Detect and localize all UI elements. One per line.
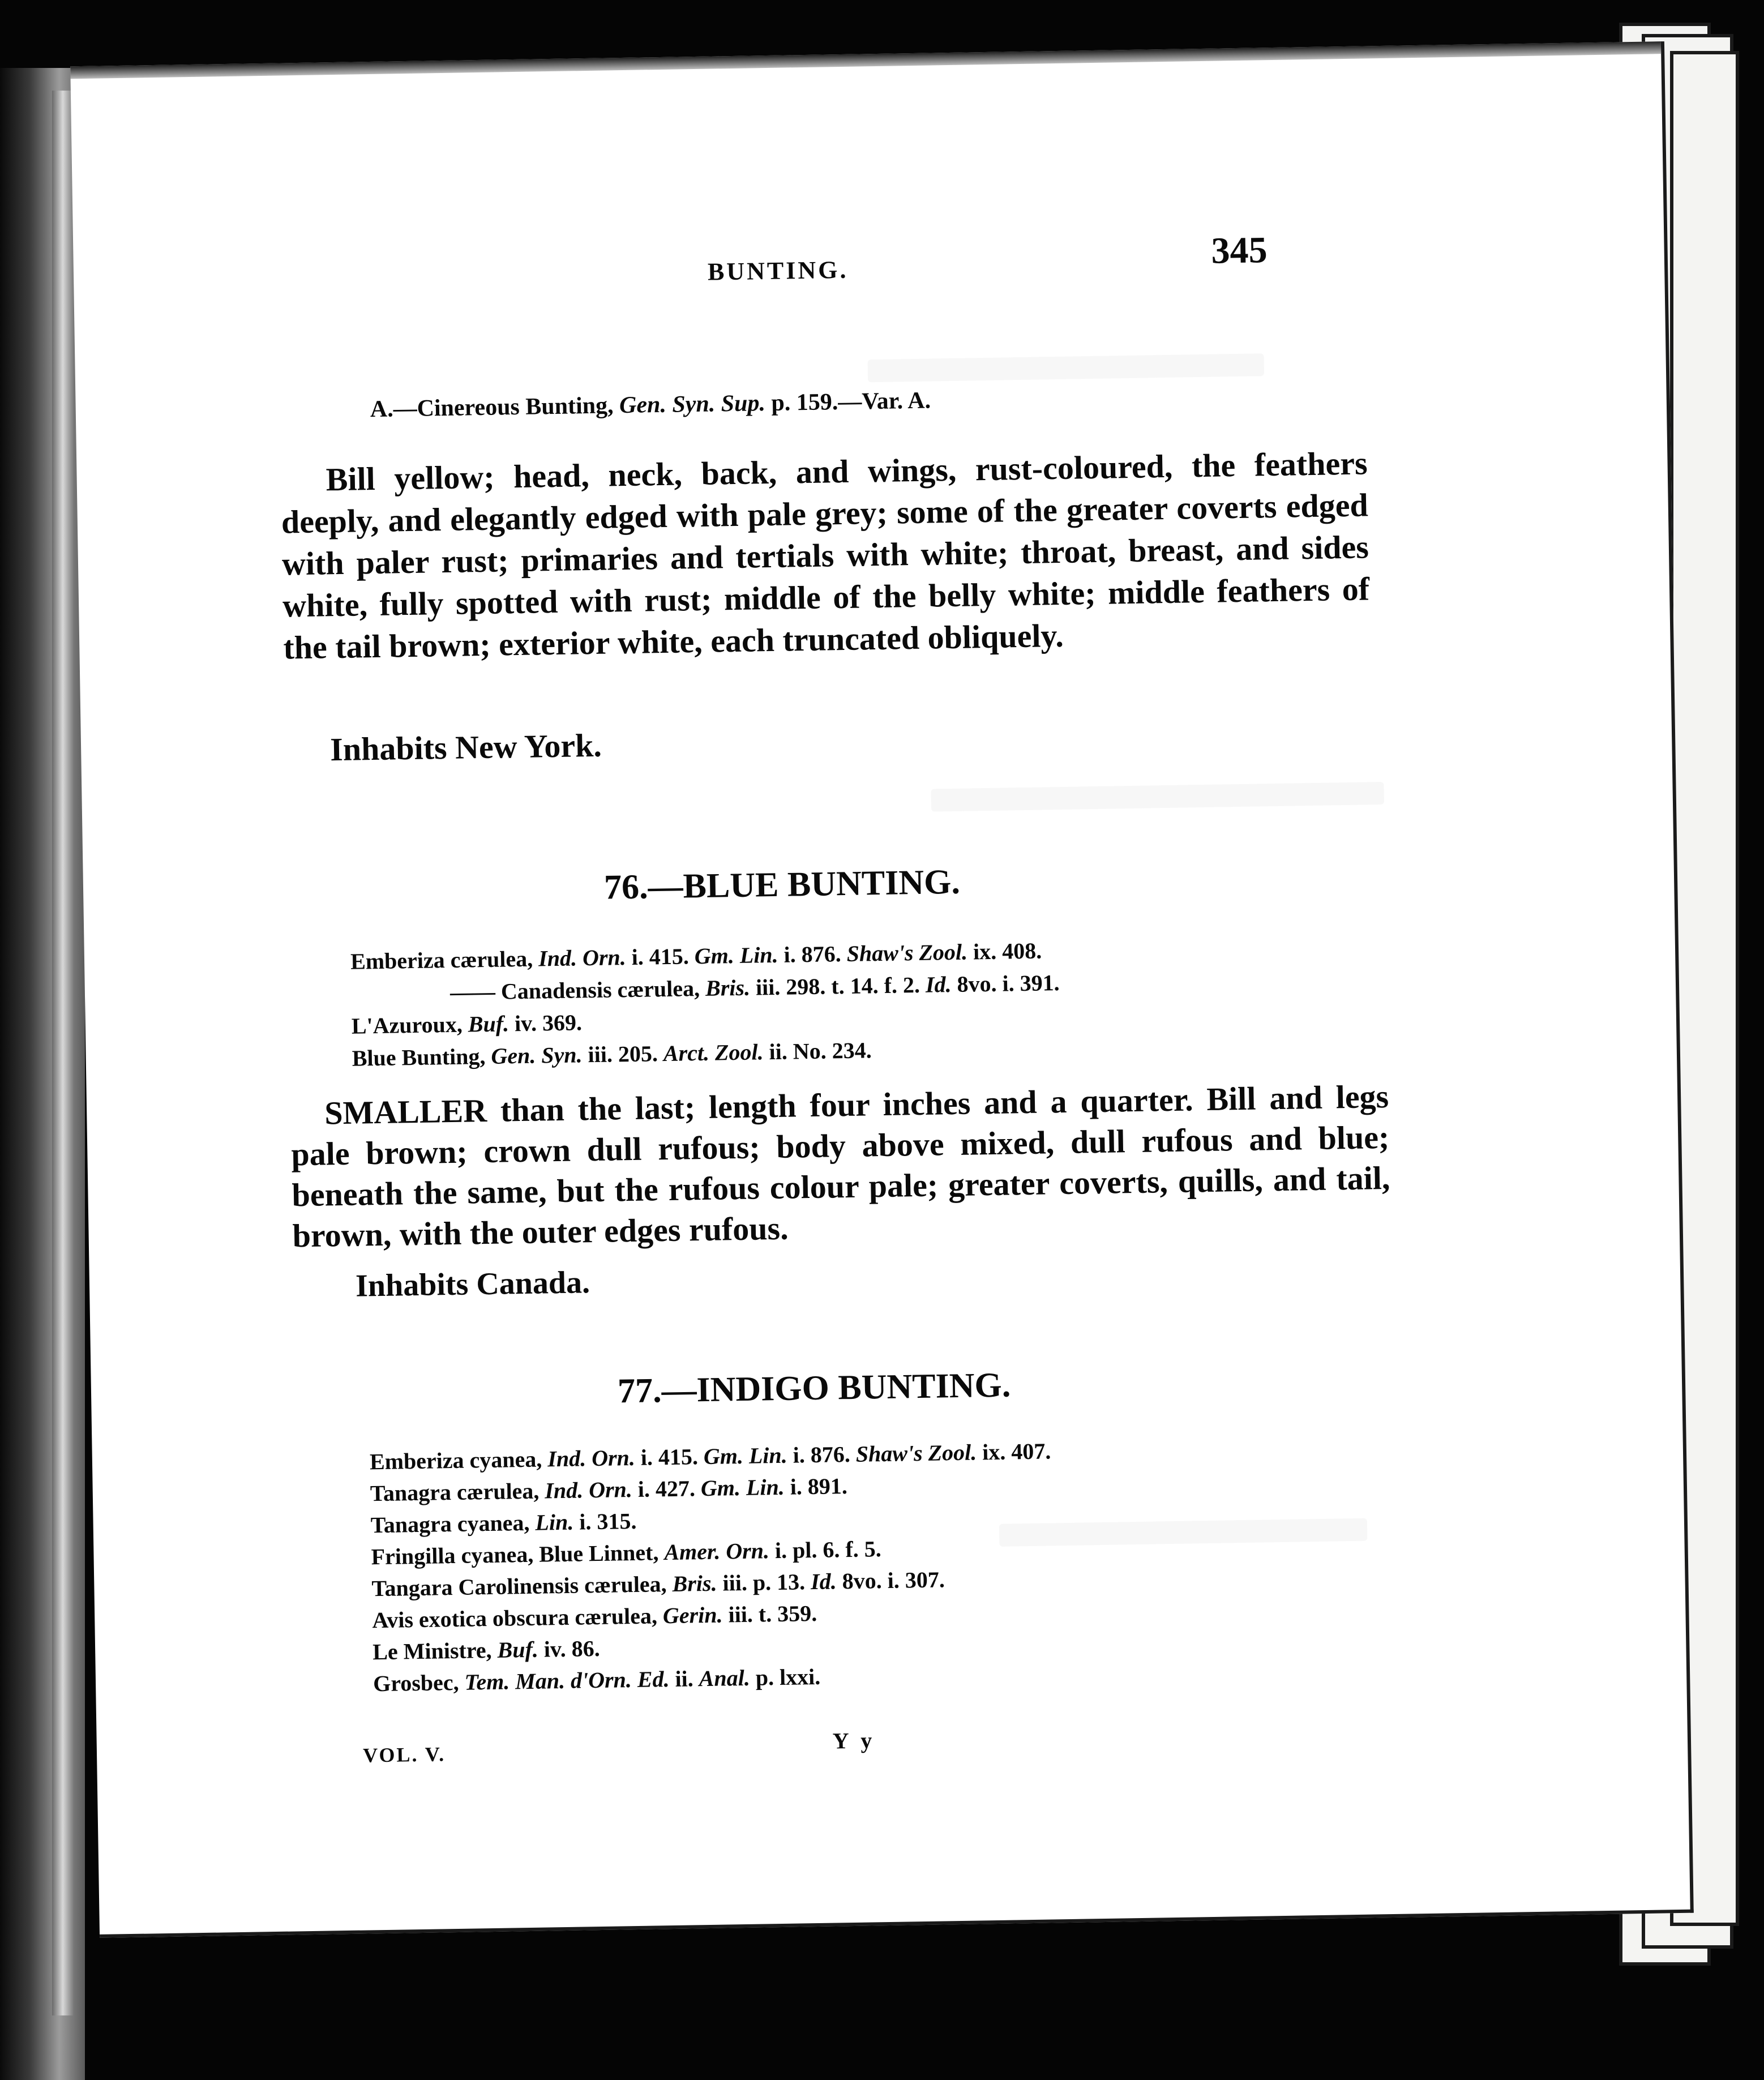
citation-text: A.—Cinereous Bunting, [370,392,620,423]
citation-text: ix. 408. [967,938,1042,965]
book-page [70,41,1694,1938]
citation-text: Tangara Carolinensis cærulea, [371,1570,673,1602]
citation-text: Fringilla cyanea, Blue Linnet, [371,1539,665,1570]
citation-text: iii. 205. [582,1041,664,1068]
citation-source: Arct. Zool. [663,1039,764,1067]
citation-source: Shaw's Zool. [846,939,968,966]
citation-source: Id. [810,1568,837,1595]
citation-source: Gen. Syn. Sup. [619,390,766,419]
citation-text: i. 891. [784,1473,848,1500]
citation-source: Ind. Orn. [544,1476,633,1504]
citation-source: Buf. [497,1636,539,1663]
citation-text: i. 415. [635,1444,704,1470]
citation-text: Avis exotica obscura cærulea, [372,1603,663,1633]
citation-source: Gen. Syn. [491,1042,583,1069]
citation-text: Grosbec, [373,1669,465,1697]
citation-source: Anal. [699,1664,751,1692]
citation-text: iv. 369. [508,1009,583,1037]
citation-source: Bris. [705,974,751,1001]
citation-text: iii. t. 359. [722,1600,817,1628]
citation-text: iii. 298. t. 14. f. 2. [750,971,926,1000]
citation-source: Lin. [535,1509,574,1535]
citation-source: Ind. Orn. [538,944,627,971]
show-through [931,782,1384,812]
show-through [868,353,1265,382]
species-habitat: Inhabits Canada. [355,1265,590,1304]
signature-mark: Y y [832,1727,876,1754]
citation-text: iv. 86. [538,1635,601,1662]
citation-text: ii. [669,1666,700,1692]
citation-source: Ind. Orn. [547,1444,636,1472]
citation-source: Buf. [468,1011,509,1037]
citation-text: Emberiza cyanea, [369,1446,548,1475]
citation-text: p. lxxi. [750,1663,821,1690]
citation-text: Tanagra cærulea, [370,1478,545,1506]
species-title: 76.—BLUE BUNTING. [603,862,961,907]
synonymy-list [370,1435,1055,1700]
variety-description: Bill yellow; head, neck, back, and wings, rust-coloured, the feathers deeply, and elegantly edged with pale grey; some of the greater coverts edged with paler rust; primaries and tertials with white; throat, breast, and sides white, fully spotted with rust; middle of the belly white; middle feathers of the tail brown; exterior white, each truncated obliquely. [281,444,1370,666]
species-description: SMALLER than the last; length four inches and a quarter. Bill and legs pale brown; crown dull rufous; body above mixed, dull rufous and blue; beneath the same, but the rufous colour pale; greater coverts, quills, and tail, brown, with the outer edges rufous. [290,1077,1390,1255]
citation-source: Gm. Lin. [694,941,778,969]
synonymy-list [350,934,1061,1075]
citation-text: L'Azuroux, [351,1011,469,1039]
citation-source: Gm. Lin. [700,1474,785,1501]
citation-text: p. 159.—Var. A. [765,387,931,417]
citation-text: Le Ministre, [372,1637,498,1665]
citation-text: i. pl. 6. f. 5. [769,1536,882,1564]
citation-source: Gerin. [662,1602,723,1629]
variety-habitat: Inhabits New York. [329,726,602,768]
species-title: 77.—INDIGO BUNTING. [617,1366,1011,1411]
citation-source: Bris. [672,1570,717,1597]
citation-text: Tanagra cyanea, [370,1509,536,1538]
page-shadow [70,41,1661,79]
citation-source: Shaw's Zool. [855,1439,977,1467]
page-number: 345 [1211,229,1268,272]
variety-heading [370,387,931,423]
citation-source: Tem. Man. d'Orn. Ed. [464,1666,670,1695]
citation-text: ii. No. 234. [763,1037,872,1065]
citation-text: Blue Bunting, [352,1043,491,1071]
citation-text: ix. 407. [976,1438,1051,1465]
running-head: BUNTING. [707,255,849,286]
citation-text: Emberiza cærulea, [350,945,539,974]
citation-text: i. 876. [787,1441,857,1468]
citation-text: i. 876. [778,940,847,968]
citation-text: —— Canadensis cærulea, [449,975,706,1005]
citation-text: i. 415. [626,943,695,970]
show-through [999,1518,1368,1547]
citation-text: iii. p. 13. [717,1569,811,1596]
citation-source: Gm. Lin. [703,1442,788,1470]
citation-text: 8vo. i. 307. [836,1567,945,1594]
citation-text: 8vo. i. 391. [951,970,1060,998]
volume-mark: VOL. V. [362,1743,446,1767]
citation-source: Id. [925,971,952,998]
citation-source: Amer. Orn. [664,1538,770,1565]
citation-text: i. 315. [573,1508,637,1535]
citation-text: i. 427. [632,1475,701,1503]
binding-edge [52,91,74,2015]
